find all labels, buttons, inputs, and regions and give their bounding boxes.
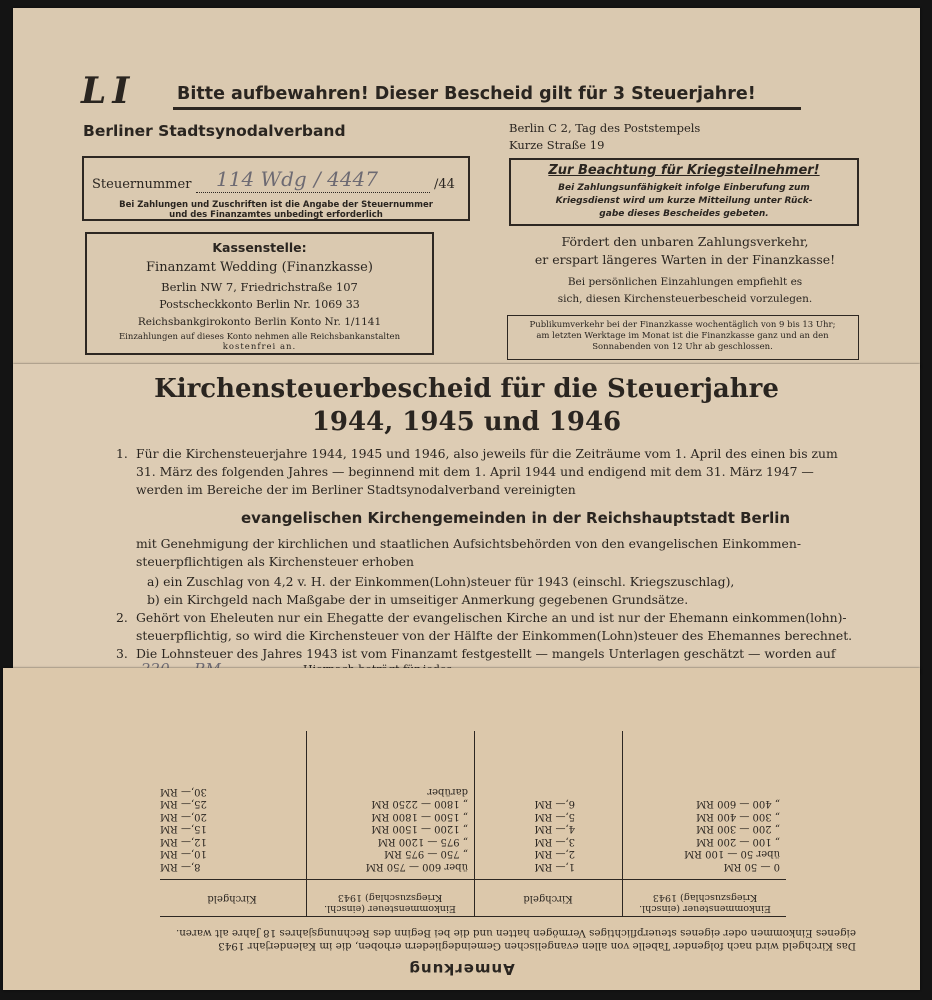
- table-top-line: [160, 916, 786, 917]
- cashier-title: Kassenstelle:: [212, 240, 307, 255]
- paragraph-1b-line-2: steuerpflichtigen als Kirchensteuer erhoben: [136, 554, 414, 569]
- annotation-panel: [3, 668, 920, 990]
- table-divider-1: [622, 731, 623, 917]
- tax-number-note-1: Bei Zahlungen und Zuschriften ist die Angabe der Steuernummer: [119, 200, 433, 210]
- paragraph-2-line-2: steuerpflichtig, so wird die Kirchensteuer von der Hälfte der Einkommen(Lohn)steuer des Ehemannes berechnet.: [136, 628, 853, 643]
- promo-line-2: er erspart längeres Warten in der Finanzkasse!: [534, 252, 836, 267]
- tax-number-label: Steuernummer: [92, 177, 192, 192]
- table-cell-fee: 20,— RM: [160, 811, 207, 822]
- annotation-title: Anmerkung: [408, 960, 515, 978]
- table-header-line: [160, 879, 786, 880]
- table-cell-income: „ 200 — 300 RM: [696, 823, 780, 835]
- col-fee-header-1: Kirchgeld: [523, 893, 573, 904]
- paragraph-3-line-1: Die Lohnsteuer des Jahres 1943 ist vom Finanzamt festgestellt — mangels Unterlagen geschätzt — worden auf: [136, 646, 836, 661]
- cashier-note-2: kostenfrei an.: [222, 342, 297, 352]
- table-cell-fee: 30,— RM: [160, 786, 207, 797]
- main-panel: [13, 364, 920, 674]
- cashier-postscheck: Postscheckkonto Berlin Nr. 1069 33: [159, 298, 360, 311]
- paragraph-1-line-2: 31. März des folgenden Jahres — beginnend mit dem 1. April 1944 und endigend mit dem 31. März 1947 —: [136, 464, 814, 479]
- group-1-income-column: [630, 797, 780, 872]
- paragraph-1-line-1: Für die Kirchensteuerjahre 1944, 1945 und 1946, also jeweils für die Zeiträume vom 1. April des einen bis zum: [136, 446, 838, 461]
- paragraph-1-line-3: werden im Bereiche der im Berliner Stadtsynodalverband vereinigten: [136, 482, 576, 497]
- tax-number-handwritten-b: / 4447: [314, 167, 378, 191]
- table-cell-income: „ 300 — 400 RM: [696, 811, 780, 822]
- col-fee-header-2: Kirchgeld: [207, 893, 257, 904]
- table-divider-2: [474, 731, 475, 917]
- table-cell-fee: 5,— RM: [534, 811, 575, 822]
- tax-number-dotted-line: [196, 192, 430, 193]
- tax-number-suffix: /44: [434, 177, 455, 192]
- table-cell-fee: 1,— RM: [534, 861, 575, 872]
- hours-line-3: Sonnabenden von 12 Uhr ab geschlossen.: [592, 342, 773, 352]
- table-cell-income: über 50 — 100 RM: [684, 848, 780, 860]
- annotation-rotated-content: [3, 668, 920, 990]
- keep-notice: Bitte aufbewahren! Dieser Bescheid gilt für 3 Steuerjahre!: [177, 84, 756, 104]
- paragraph-1b-line-1: mit Genehmigung der kirchlichen und staatlichen Aufsichtsbehörden von den evangelischen Einkommen-: [136, 536, 802, 551]
- keep-notice-underline: [173, 107, 801, 110]
- table-cell-fee: 3,— RM: [534, 836, 575, 847]
- table-cell-fee: 25,— RM: [160, 798, 207, 810]
- col-income-header-1: Einkommensteuer (einschl. Kriegszuschlag) 1943: [639, 892, 771, 914]
- table-cell-fee: 12,— RM: [160, 836, 207, 847]
- group-1-fee-column: [485, 797, 575, 872]
- col-income-header-2: Einkommensteuer (einschl. Kriegszuschlag) 1943: [324, 892, 456, 914]
- table-cell-fee: 2,— RM: [534, 848, 575, 860]
- promo-line-3: Bei persönlichen Einzahlungen empfiehlt es: [567, 276, 803, 288]
- table-cell-income: „ 975 — 1200 RM: [377, 836, 468, 847]
- form-mark: LI: [81, 70, 136, 112]
- item-a: a) ein Zuschlag von 4,2 v. H. der Einkommen(Lohn)steuer für 1943 (einschl. Kriegszuschlag),: [147, 574, 735, 589]
- paragraph-1-number: 1.: [116, 446, 128, 461]
- table-divider-3: [306, 731, 307, 917]
- table-cell-income: „ 750 — 975 RM: [384, 848, 468, 860]
- table-cell-fee: 10,— RM: [160, 848, 207, 860]
- annotation-line-2: eigenes Einkommen oder eigenes steuerpflichtiges Vermögen hatten und die bei Beginn des Rechnungsjahres 18 Jahre alt waren.: [175, 927, 856, 939]
- table-cell-income: „ 1500 — 1800 RM: [371, 811, 468, 822]
- war-notice-line-2: Kriegsdienst wird um kurze Mitteilung unter Rück-: [555, 196, 813, 206]
- group-2-fee-column: [160, 785, 230, 873]
- table-cell-fee: 8,— RM: [160, 861, 201, 872]
- promo-line-1: Fördert den unbaren Zahlungsverkehr,: [561, 234, 809, 249]
- promo-line-4: sich, diesen Kirchensteuerbescheid vorzulegen.: [557, 293, 813, 305]
- header-panel: [13, 8, 920, 368]
- tax-number-handwritten-a: 114 Wdg: [216, 167, 307, 191]
- table-cell-income: „ 100 — 200 RM: [696, 836, 780, 847]
- table-cell-fee: 15,— RM: [160, 823, 207, 835]
- group-2-income-column: [312, 785, 468, 873]
- place-line-1: Berlin C 2, Tag des Poststempels: [509, 121, 701, 135]
- table-cell-fee: 4,— RM: [534, 823, 575, 835]
- paragraph-3-number: 3.: [116, 646, 128, 661]
- annotation-line-1: Das Kirchgeld wird nach folgender Tabelle von allen evangelischen Gemeindegliedern erhoben, die im Kalenderjahr 1943: [218, 940, 856, 952]
- hours-line-1: Publikumverkehr bei der Finanzkasse wochentäglich von 9 bis 13 Uhr;: [529, 320, 836, 330]
- table-cell-fee: 6,— RM: [534, 798, 575, 810]
- cashier-reichsbank: Reichsbankgirokonto Berlin Konto Nr. 1/1141: [137, 316, 382, 328]
- war-notice-title: Zur Beachtung für Kriegsteilnehmer!: [548, 163, 820, 178]
- tax-number-box: [82, 156, 470, 221]
- table-cell-income: „ 1800 — 2250 RM: [371, 798, 468, 810]
- cashier-address: Berlin NW 7, Friedrichstraße 107: [161, 280, 358, 294]
- cashier-box: [85, 232, 434, 355]
- table-cell-income: „ 1200 — 1500 RM: [371, 823, 468, 835]
- association-name: Berliner Stadtsynodalverband: [83, 122, 346, 140]
- cashier-office: Finanzamt Wedding (Finanzkasse): [146, 260, 373, 275]
- war-notice-line-3: gabe dieses Bescheides gebeten.: [599, 209, 769, 219]
- war-notice-box: [509, 158, 859, 226]
- table-cell-income: über 600 — 750 RM: [365, 861, 468, 872]
- cashier-note-1: Einzahlungen auf dieses Konto nehmen alle Reichsbankanstalten: [118, 332, 401, 342]
- paragraph-2-number: 2.: [116, 610, 128, 625]
- paragraph-2-line-1: Gehört von Eheleuten nur ein Ehegatte der evangelischen Kirche an und ist nur der Ehemann einkommen(lohn)-: [136, 610, 847, 625]
- hours-line-2: am letzten Werktage im Monat ist die Finanzkasse ganz und an den: [536, 331, 829, 341]
- subheading: evangelischen Kirchengemeinden in der Reichshauptstadt Berlin: [241, 509, 791, 527]
- tax-number-note-2: und des Finanzamtes unbedingt erforderlich: [169, 210, 383, 220]
- hours-box: [507, 315, 859, 360]
- place-line-2: Kurze Straße 19: [509, 138, 605, 152]
- table-cell-income: darüber: [427, 786, 468, 797]
- table-cell-income: 0 — 50 RM: [723, 861, 780, 872]
- page-title-line-2: 1944, 1945 und 1946: [311, 407, 622, 437]
- war-notice-line-1: Bei Zahlungsunfähigkeit infolge Einberufung zum: [558, 183, 810, 193]
- item-b: b) ein Kirchgeld nach Maßgabe der in umseitiger Anmerkung gegebenen Grundsätze.: [147, 592, 689, 607]
- page-title-line-1: Kirchensteuerbescheid für die Steuerjahre: [154, 374, 779, 404]
- table-cell-income: „ 400 — 600 RM: [696, 798, 780, 810]
